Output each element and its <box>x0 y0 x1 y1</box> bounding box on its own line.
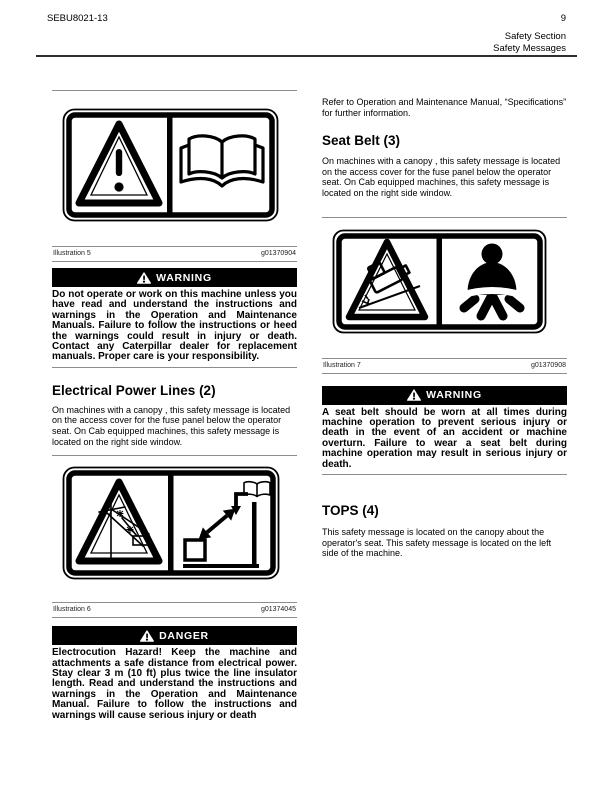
warning-label: WARNING <box>156 271 212 284</box>
warning-text: Do not operate or work on this machine unless you have read and understand the instructions and warnings in the Operation and Maintenance Manuals. Failure to follow the instructions or heed the warnings could result in injury or death. Contact any Caterpillar dealer for replacement manuals. Proper care is your responsibility. <box>52 289 297 363</box>
tops-body: This safety message is located on the canopy about the operator's seat. This safety message is located on the left side of the machine. <box>322 527 552 559</box>
figure-top-rule <box>52 455 297 456</box>
right-column <box>322 90 567 559</box>
warning-triangle-icon <box>407 389 421 401</box>
header-rule <box>36 55 577 57</box>
refer-to-manual-text: Refer to Operation and Maintenance Manual, “Specifications” for further information. <box>322 97 567 118</box>
illustration-code: g01374045 <box>260 606 296 614</box>
heading-electrical-power-lines: Electrical Power Lines (2) <box>52 382 216 398</box>
illustration-label: Illustration 6 <box>53 606 91 614</box>
illustration-5-caption <box>52 247 297 261</box>
seat-belt-body: On machines with a canopy , this safety message is located on the access cover for the fuse panel below the operator seat. On Cab equipped machines, this safety message is located on the right side window. <box>322 156 561 198</box>
illustration-7-caption <box>322 359 567 373</box>
illustration-label: Illustration 5 <box>53 250 91 257</box>
caption-rule <box>52 261 297 262</box>
illustration-6-figure <box>52 466 297 580</box>
header-section-block <box>493 31 566 55</box>
warning-box-seat-belt <box>322 386 567 470</box>
figure-top-rule <box>52 90 297 91</box>
danger-header-bar <box>52 626 297 645</box>
caption-rule <box>322 373 567 374</box>
warning-header-bar <box>52 268 297 287</box>
danger-label: DANGER <box>159 629 209 642</box>
warning-text: A seat belt should be worn at all times during machine operation to prevent serious injury or death in the event of an accident or machine overturn. Failure to wear a seat belt during machine operation may result in serious injury or death. <box>322 406 567 470</box>
warning-label: WARNING <box>426 389 482 402</box>
left-column <box>52 90 297 725</box>
heading-seat-belt: Seat Belt (3) <box>322 133 401 149</box>
warning-triangle-icon <box>140 630 154 642</box>
heading-tops: TOPS (4) <box>322 503 379 518</box>
caption-rule <box>52 617 297 618</box>
danger-box-electrocution <box>52 626 297 721</box>
illustration-code: g01370904 <box>260 250 296 257</box>
warning-bottom-rule <box>322 474 567 475</box>
illustration-5-figure <box>52 108 297 222</box>
read-manual-safety-sign <box>62 108 279 222</box>
warning-bottom-rule <box>52 367 297 368</box>
seat-belt-safety-sign <box>332 229 547 334</box>
warning-header-bar <box>322 386 567 405</box>
doc-code: SEBU8021-13 <box>47 13 108 24</box>
illustration-6-caption <box>52 603 297 617</box>
danger-text: Electrocution Hazard! Keep the machine and attachments a safe distance from electrical power. Stay clear 3 m (10 ft) plus twice the line insulator length. Read and understand the instructions and warnings in the Operation and Maintenance Manual. Failure to follow the instructions and warnings will cause serious injury or death <box>52 647 297 721</box>
warning-box-read-manual <box>52 268 297 363</box>
page-number: 9 <box>560 13 566 24</box>
electrical-body: On machines with a canopy , this safety message is located on the access cover for the fuse panel below the operator seat. On Cab equipped machines, this safety message is located on the right side window. <box>52 404 291 447</box>
illustration-label: Illustration 7 <box>323 361 361 369</box>
warning-triangle-icon <box>137 272 151 284</box>
electrical-hazard-safety-sign <box>62 466 280 580</box>
section-title: Safety Section <box>504 31 566 42</box>
subsection-title: Safety Messages <box>493 43 566 54</box>
illustration-code: g01370908 <box>530 361 566 369</box>
illustration-7-figure <box>322 229 567 334</box>
figure-top-rule <box>322 217 567 218</box>
